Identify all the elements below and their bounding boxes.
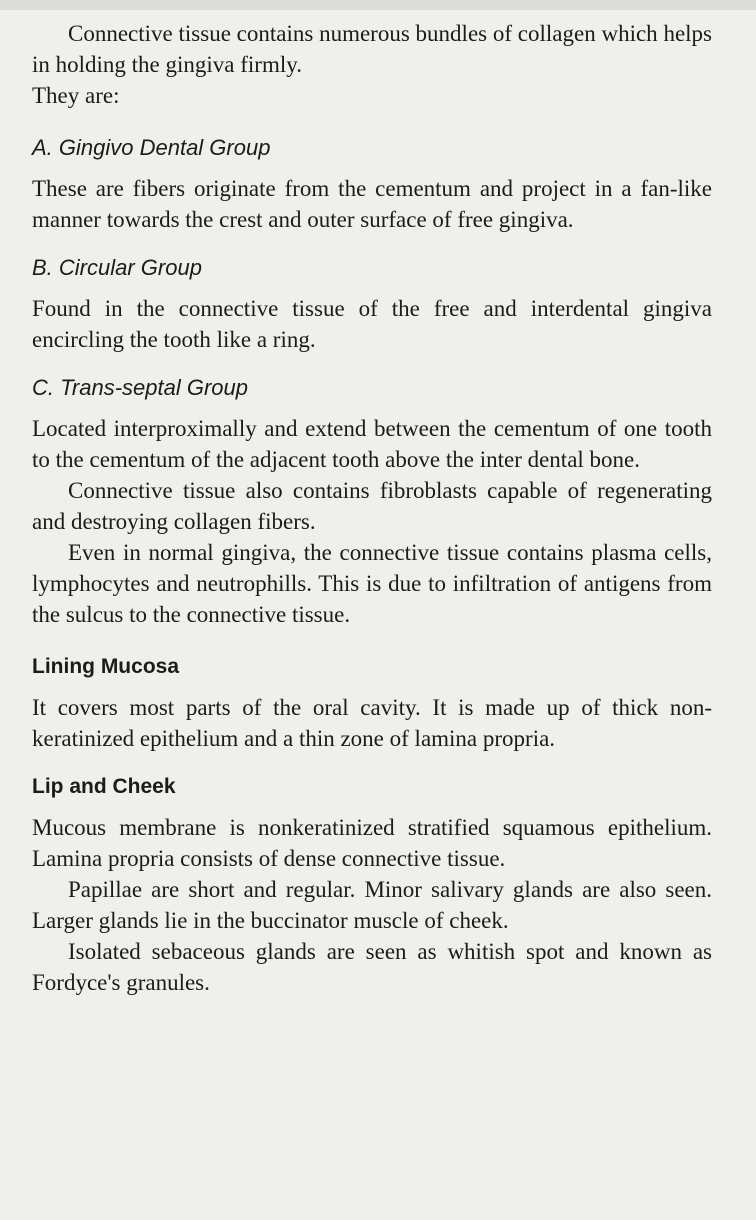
lining-mucosa-paragraph: It covers most parts of the oral cavity. It is made up of thick non-keratinized epithelium and a thin zone of lamina propria. (32, 695, 712, 751)
intro-paragraph: Connective tissue contains numerous bundles of collagen which helps in holding the gingiva firmly. (32, 21, 712, 77)
page-top-edge (0, 0, 756, 10)
heading-gingivo-dental-group: A. Gingivo Dental Group (32, 135, 271, 160)
heading-circular-group: B. Circular Group (32, 255, 202, 280)
gingivo-dental-paragraph: These are fibers originate from the cementum and project in a fan-like manner towards the crest and outer surface of free gingiva. (32, 176, 712, 232)
fibroblast-paragraph: Connective tissue also contains fibroblasts capable of regenerating and destroying collagen fibers. (32, 478, 712, 534)
circular-paragraph: Found in the connective tissue of the free and interdental gingiva encircling the tooth like a ring. (32, 296, 712, 352)
sebaceous-paragraph: Isolated sebaceous glands are seen as whitish spot and known as Fordyce's granules. (32, 939, 712, 995)
heading-trans-septal-group: C. Trans-septal Group (32, 375, 249, 400)
mucous-membrane-paragraph: Mucous membrane is nonkeratinized stratified squamous epithelium. Lamina propria consists of dense connective tissue. (32, 815, 712, 871)
normal-gingiva-paragraph: Even in normal gingiva, the connective tissue contains plasma cells, lymphocytes and neutrophills. This is due to infiltration of antigens from the sulcus to the connective tissue. (32, 540, 712, 627)
book-page (32, 18, 712, 998)
intro-list-lead: They are: (32, 83, 120, 108)
papillae-paragraph: Papillae are short and regular. Minor salivary glands are also seen. Larger glands lie in the buccinator muscle of cheek. (32, 877, 712, 933)
heading-lip-and-cheek: Lip and Cheek (32, 775, 176, 798)
trans-septal-paragraph: Located interproximally and extend between the cementum of one tooth to the cementum of the adjacent tooth above the inter dental bone. (32, 416, 712, 472)
heading-lining-mucosa: Lining Mucosa (32, 655, 179, 678)
